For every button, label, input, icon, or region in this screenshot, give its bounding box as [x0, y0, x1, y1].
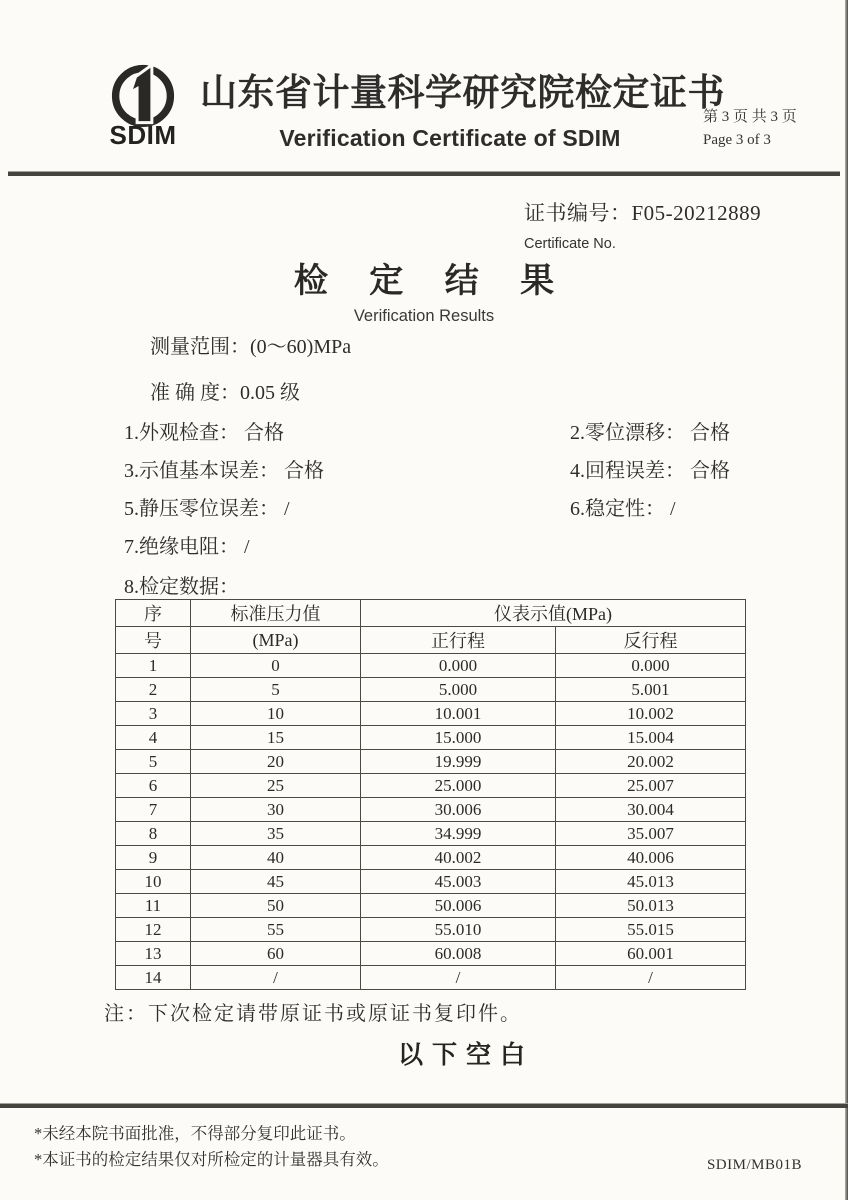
page-info-cn: 第 3 页 共 3 页 — [703, 109, 797, 125]
table-row: 12 55 55.010 55.015 — [116, 918, 746, 942]
check-item-5: 5.静压零位误差： / — [124, 498, 290, 520]
page-info — [703, 106, 797, 153]
section-title-cn: 检 定 结 果 — [293, 262, 571, 300]
sdim-emblem-icon — [106, 56, 180, 130]
table-row: 1 0 0.000 0.000 — [116, 654, 746, 678]
table-row: 11 50 50.006 50.013 — [116, 894, 746, 918]
table-row: 6 25 25.000 25.007 — [116, 774, 746, 798]
table-row: 4 15 15.000 15.004 — [116, 726, 746, 750]
header-title — [200, 62, 725, 152]
certificate-number-line — [524, 197, 761, 227]
table-header-row-2 — [116, 627, 746, 654]
accuracy-label: 准 确 度： — [150, 382, 240, 404]
footer-notices — [34, 1121, 389, 1174]
form-code: SDIM/MB01B — [706, 1157, 802, 1173]
end-of-content-mark: 以下空白 — [397, 1042, 534, 1069]
check-item-8: 8.检定数据： — [124, 576, 239, 598]
table-row: 9 40 40.002 40.006 — [116, 846, 746, 870]
sdim-logo — [90, 56, 196, 148]
footer-notice-1: *未经本院书面批准，不得部分复印此证书。 — [34, 1124, 356, 1143]
header-std-top: 标准压力值 — [191, 600, 361, 627]
header-std-bottom: (MPa) — [191, 627, 361, 654]
measuring-range-label: 测量范围： — [150, 336, 250, 358]
certificate-number-value: F05-20212889 — [631, 201, 762, 225]
header-seq-bottom: 号 — [116, 627, 191, 654]
check-item-7: 7.绝缘电阻： / — [124, 536, 250, 558]
table-row: 8 35 34.999 35.007 — [116, 822, 746, 846]
table-row: 3 10 10.001 10.002 — [116, 702, 746, 726]
accuracy-value: 0.05 级 — [240, 382, 300, 404]
check-items — [124, 421, 738, 559]
header-seq-top: 序 — [116, 600, 191, 627]
table-header-row-1 — [116, 600, 746, 627]
certificate-number-label-en: Certificate No. — [524, 236, 616, 252]
check-item-3: 3.示值基本误差： 合格 — [124, 460, 324, 482]
check-item-2: 2.零位漂移： 合格 — [570, 422, 730, 444]
table-row: 13 60 60.008 60.001 — [116, 942, 746, 966]
measuring-range-value: (0～60)MPa — [250, 336, 352, 358]
check-item-1: 1.外观检查： 合格 — [124, 422, 284, 444]
footer-divider — [0, 1103, 848, 1108]
measuring-range — [150, 330, 351, 359]
table-row: 2 5 5.000 5.001 — [116, 678, 746, 702]
note-text: 注：下次检定请带原证书或原证书复印件。 — [104, 1003, 522, 1025]
page-info-en: Page 3 of 3 — [703, 132, 771, 149]
table-row: 14 / / / — [116, 966, 746, 990]
table-row: 7 30 30.006 30.004 — [116, 798, 746, 822]
institute-title-cn: 山东省计量科学研究院检定证书 — [200, 73, 725, 114]
accuracy-class — [150, 376, 300, 405]
header-forward: 正行程 — [361, 627, 556, 654]
table-row: 10 45 45.003 45.013 — [116, 870, 746, 894]
header-divider — [8, 171, 840, 176]
footer-notice-2: *本证书的检定结果仅对所检定的计量器具有效。 — [34, 1150, 389, 1170]
section-title — [48, 253, 800, 326]
verification-data-table — [115, 599, 746, 990]
table-row: 5 20 19.999 20.002 — [116, 750, 746, 774]
check-item-4: 4.回程误差： 合格 — [570, 460, 730, 482]
header-indication-span: 仪表示值(MPa) — [361, 600, 746, 627]
section-title-en: Verification Results — [353, 307, 495, 325]
logo-text: SDIM — [109, 120, 177, 150]
certificate-number-block — [524, 197, 761, 252]
check-item-6: 6.稳定性： / — [570, 498, 676, 520]
institute-title-en: Verification Certificate of SDIM — [279, 125, 621, 151]
certificate-number-label: 证书编号： — [524, 201, 632, 225]
header-reverse: 反行程 — [556, 627, 746, 654]
